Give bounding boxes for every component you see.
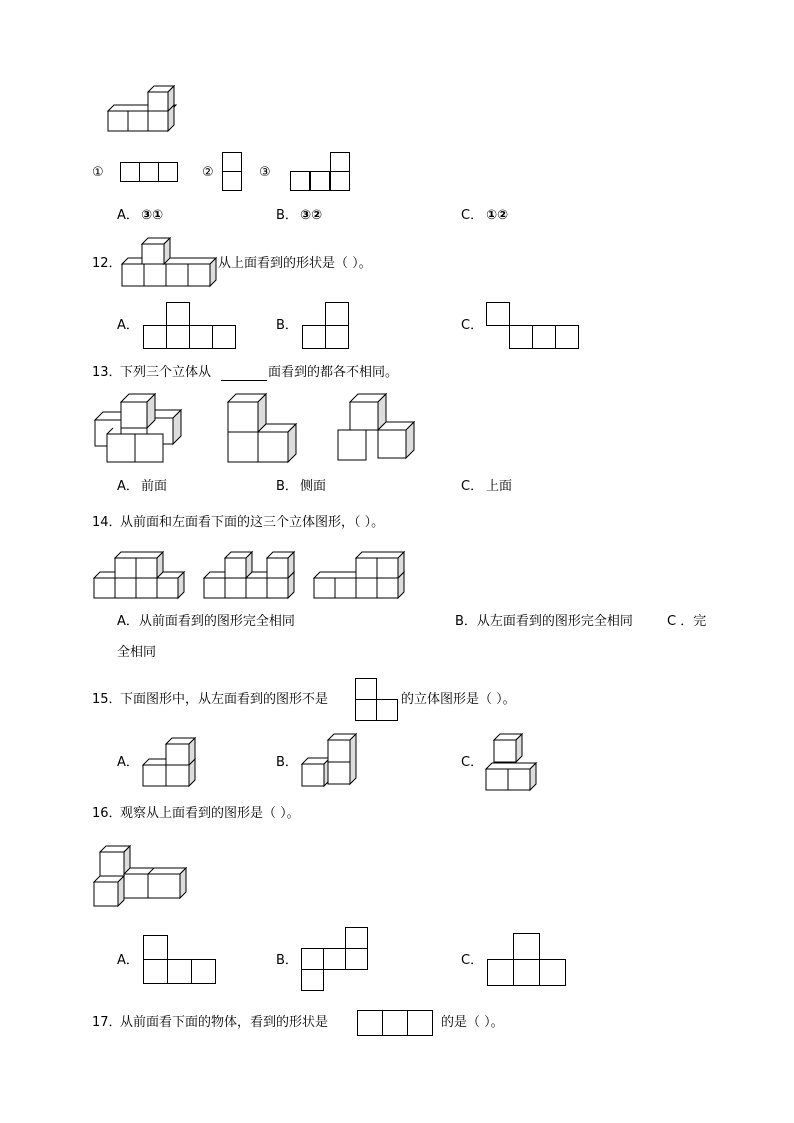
q15-option-c: C． — [461, 755, 484, 770]
q14-solid-figure-1 — [92, 548, 186, 600]
q13-solid-figure-3 — [336, 392, 420, 466]
q13-stem-before: 下列三个立体从 — [120, 365, 212, 380]
q14-option-c-end: 全相同 — [117, 645, 157, 660]
q13-option-c-text: 上面 — [486, 479, 513, 494]
q17-stem-before: 从前面看下面的物体，看到的形状是 — [120, 1015, 329, 1030]
q15-number: 15． — [92, 692, 122, 707]
q15-stem-before: 下面图形中，从左面看到的图形不是 — [120, 692, 329, 707]
q15-option-a-figure — [141, 736, 203, 788]
q17-number: 17． — [92, 1015, 122, 1030]
q12-option-b: B． — [276, 318, 298, 333]
q12-option-c-figure — [486, 302, 582, 350]
q15-option-c-figure — [484, 732, 540, 792]
q11-view-2 — [222, 152, 244, 192]
q11-view-1 — [120, 162, 180, 184]
q11-marker-3: ③ — [259, 165, 271, 180]
q12-option-a: A． — [117, 318, 139, 333]
q13-option-b-letter: B． — [276, 479, 298, 494]
q16-solid-figure — [92, 844, 188, 910]
q11-option-b-text: ③② — [300, 208, 323, 223]
q15-option-b: B． — [276, 755, 298, 770]
q11-option-c-text: ①② — [486, 208, 509, 223]
q13-answer-blank[interactable] — [221, 365, 267, 381]
q11-option-c-letter: C． — [461, 208, 484, 223]
q14-option-a: A．从前面看到的图形完全相同 — [117, 614, 295, 629]
q15-stem-after: 的立体图形是（ ）。 — [401, 692, 516, 707]
q11-view-3 — [290, 152, 352, 192]
q13-option-a-text: 前面 — [141, 479, 168, 494]
q16-stem: 观察从上面看到的图形是（ ）。 — [120, 806, 300, 821]
q14-stem: 从前面和左面看下面的这三个立体图形，（ ）。 — [120, 515, 385, 530]
q16-option-b: B． — [276, 953, 298, 968]
q12-option-c: C． — [461, 318, 484, 333]
q13-option-c-letter: C． — [461, 479, 484, 494]
q13-option-a-letter: A． — [117, 479, 139, 494]
q17-stem-after: 的是（ ）。 — [441, 1015, 504, 1030]
q15-option-a: A． — [117, 755, 139, 770]
q12-solid-figure — [120, 236, 220, 290]
q14-option-c-start: C ．完 — [667, 614, 707, 629]
q11-solid-figure — [106, 84, 176, 134]
q16-option-c: C． — [461, 953, 484, 968]
q14-option-b: B．从左面看到的图形完全相同 — [455, 614, 633, 629]
q15-option-b-figure — [300, 732, 362, 790]
q17-reference-shape — [357, 1010, 437, 1038]
q16-number: 16． — [92, 806, 122, 821]
q16-option-a-figure — [143, 935, 219, 985]
q16-option-c-figure — [487, 933, 569, 987]
q14-solid-figure-2 — [202, 548, 296, 600]
q13-solid-figure-1 — [93, 392, 191, 466]
q11-marker-2: ② — [202, 165, 214, 180]
q15-reference-shape — [355, 678, 401, 724]
q12-option-b-figure — [302, 302, 352, 350]
q11-option-a-text: ③① — [141, 208, 164, 223]
q11-marker-1: ① — [92, 165, 104, 180]
q14-number: 14． — [92, 515, 122, 530]
q11-option-b-letter: B． — [276, 208, 298, 223]
q14-solid-figure-3 — [312, 548, 406, 600]
q13-option-b-text: 侧面 — [300, 479, 327, 494]
q12-number: 12． — [92, 256, 122, 271]
q13-solid-figure-2 — [226, 392, 302, 466]
q12-stem: 从上面看到的形状是（ ）。 — [218, 256, 372, 271]
q12-option-a-figure — [143, 302, 237, 350]
q16-option-a: A． — [117, 953, 139, 968]
q11-option-a-letter: A． — [117, 208, 139, 223]
q13-stem-after: 面看到的都各不相同。 — [268, 365, 399, 380]
q13-number: 13． — [92, 365, 122, 380]
q16-option-b-figure — [301, 927, 371, 993]
